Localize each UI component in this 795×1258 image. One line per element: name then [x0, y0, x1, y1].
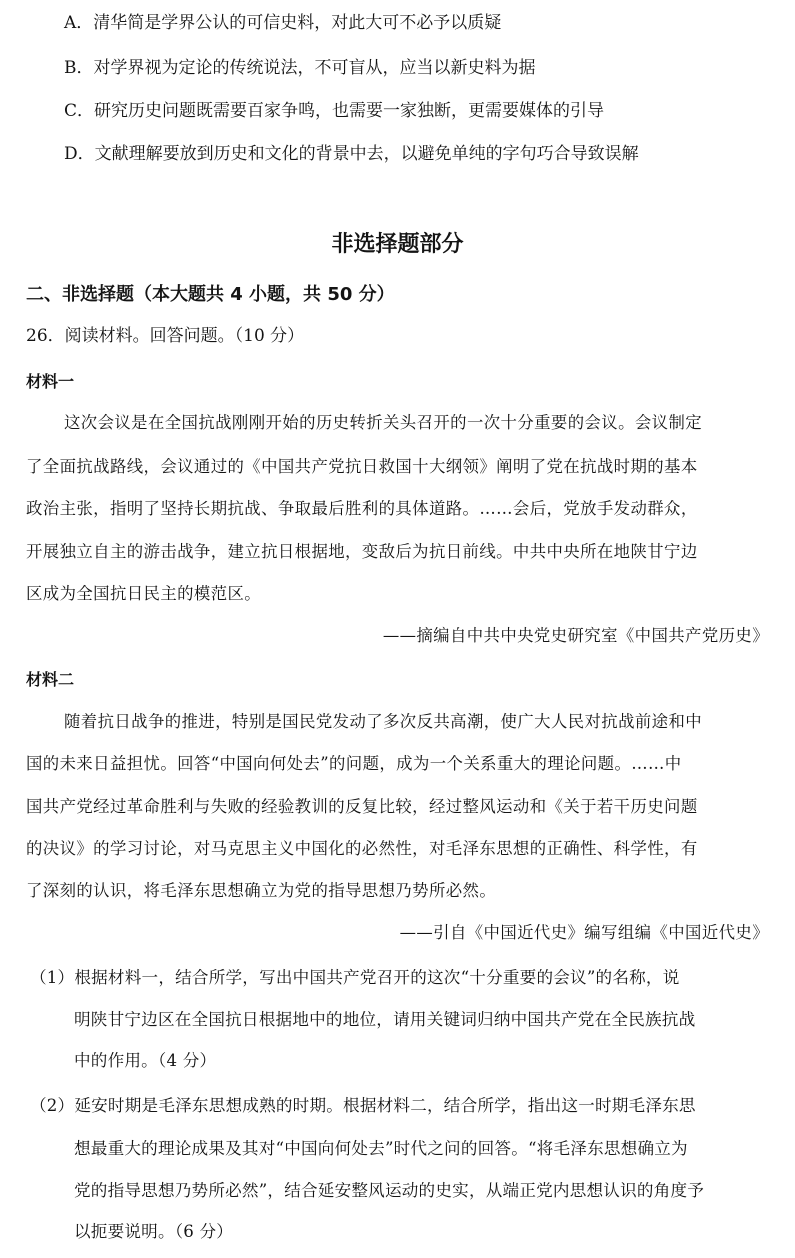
option-a: A．清华简是学界公认的可信史料，对此大可不必予以质疑 [64, 13, 502, 33]
part-heading: 非选择题部分 [331, 232, 464, 257]
sub-question-2-line: 想最重大的理论成果及其对“中国向何处去”时代之问的回答。“将毛泽东思想确立为 [74, 1139, 688, 1158]
material-1-source: ——摘编自中共中央党史研究室《中国共产党历史》 [382, 626, 769, 645]
material-2-line: 随着抗日战争的推进，特别是国民党发动了多次反共高潮，使广大人民对抗战前途和中 [64, 712, 703, 731]
material-2-label: 材料二 [26, 670, 75, 689]
material-1-line: 政治主张，指明了坚持长期抗战、争取最后胜利的具体道路。……会后，党放手发动群众， [26, 499, 698, 518]
material-2-line: 国的未来日益担忧。回答“中国向何处去”的问题，成为一个关系重大的理论问题。……中 [26, 754, 682, 773]
material-2-source: ——引自《中国近代史》编写组编《中国近代史》 [399, 923, 769, 942]
sub-question-1: （1）根据材料一，结合所学，写出中国共产党召开的这次“十分重要的会议”的名称，说 [30, 968, 680, 987]
material-2-line: 的决议》的学习讨论，对马克思主义中国化的必然性，对毛泽东思想的正确性、科学性，有 [26, 839, 698, 858]
sub-question-1-line: 中的作用。（4 分） [74, 1051, 217, 1070]
material-1-line: 开展独立自主的游击战争，建立抗日根据地，变敌后为抗日前线。中共中央所在地陕甘宁边 [26, 542, 698, 561]
sub-question-2: （2）延安时期是毛泽东思想成熟的时期。根据材料二，结合所学，指出这一时期毛泽东思 [30, 1096, 696, 1115]
section-title: 二、非选择题（本大题共 4 小题，共 50 分） [26, 284, 395, 305]
sub-question-2-line: 以扼要说明。（6 分） [74, 1222, 234, 1241]
sub-question-2-line: 党的指导思想乃势所必然”，结合延安整风运动的史实，从端正党内思想认识的角度予 [74, 1181, 705, 1200]
question-26-header: 26．阅读材料。回答问题。（10 分） [26, 326, 305, 346]
sub-question-1-line: 明陕甘宁边区在全国抗日根据地中的地位，请用关键词归纳中国共产党在全民族抗战 [74, 1010, 696, 1029]
material-1-line: 了全面抗战路线，会议通过的《中国共产党抗日救国十大纲领》阐明了党在抗战时期的基本 [26, 457, 698, 476]
option-c: C．研究历史问题既需要百家争鸣，也需要一家独断，更需要媒体的引导 [64, 101, 605, 121]
material-2-line: 国共产党经过革命胜利与失败的经验教训的反复比较，经过整风运动和《关于若干历史问题 [26, 797, 698, 816]
material-1-label: 材料一 [26, 372, 75, 391]
material-1-line: 区成为全国抗日民主的模范区。 [26, 584, 262, 603]
material-1-line: 这次会议是在全国抗战刚刚开始的历史转折关头召开的一次十分重要的会议。会议制定 [64, 413, 703, 432]
material-2-line: 了深刻的认识，将毛泽东思想确立为党的指导思想乃势所必然。 [26, 881, 497, 900]
option-b: B．对学界视为定论的传统说法，不可盲从，应当以新史料为据 [64, 58, 536, 78]
option-d: D．文献理解要放到历史和文化的背景中去，以避免单纯的字句巧合导致误解 [64, 144, 639, 164]
